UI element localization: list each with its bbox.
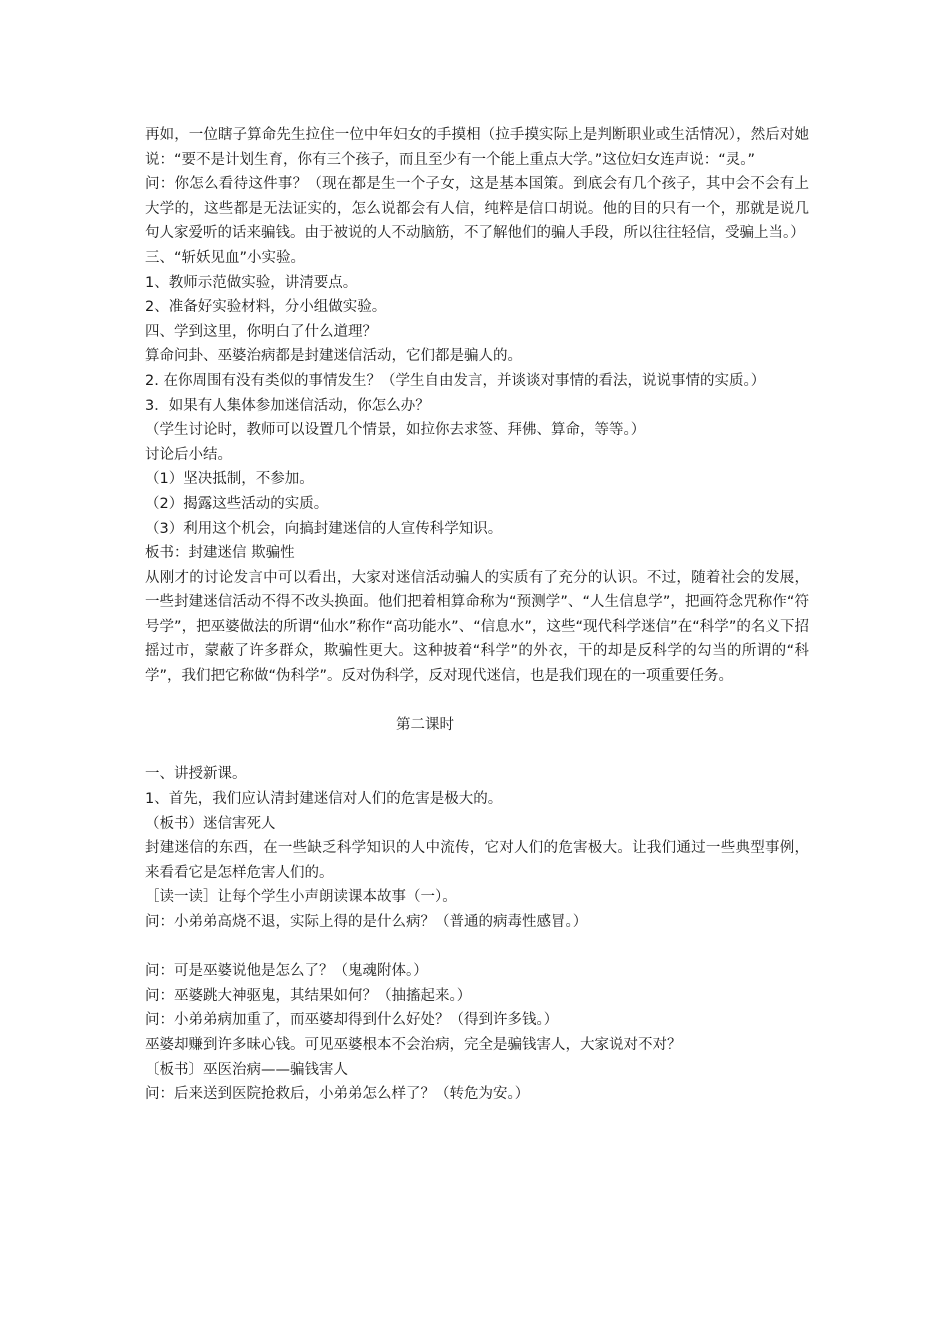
paragraph-step-2: 2、准备好实验材料，分小组做实验。 bbox=[145, 299, 387, 316]
paragraph-discussion-note: （学生讨论时，教师可以设置几个情景，如拉你去求签、拜佛、算命，等等。） bbox=[145, 422, 646, 439]
paragraph-question-illness: 问：小弟弟高烧不退，实际上得的是什么病？（普通的病毒性感冒。） bbox=[145, 914, 588, 930]
paragraph-witch-conclusion: 巫婆却赚到许多昧心钱。可见巫婆根本不会治病，完全是骗钱害人，大家说对不对？ bbox=[145, 1036, 682, 1053]
paragraph-question-hospital: 问：后来送到医院抢救后，小弟弟怎么样了？（转危为安。） bbox=[145, 1086, 530, 1103]
document-page bbox=[145, 123, 809, 1107]
paragraph-question-view: 问：你怎么看待这件事？（现在都是生一个子女，这是基本国策。到底会有几个孩子，其中会不会有上大学的，这些都是无法证实的，怎么说都会有人信，纯粹是信口胡说。他的目的只有一个，那就是说几句人家爱听的话来骗钱。由于被说的人不动脑筋，不了解他们的骗人手段，所以往往轻信，受骗上当。） bbox=[145, 176, 809, 242]
paragraph-summary-intro: 讨论后小结。 bbox=[145, 446, 232, 463]
blank-line bbox=[145, 935, 809, 960]
paragraph-summary-3: （3）利用这个机会，向搞封建迷信的人宣传科学知识。 bbox=[145, 520, 503, 537]
paragraph-read-aloud: ［读一读］让每个学生小声朗读课本故事（一）。 bbox=[145, 889, 457, 906]
paragraph-board-note: 板书：封建迷信 欺骗性 bbox=[145, 545, 295, 562]
paragraph-board-fraud: 〔板书〕巫医治病——骗钱害人 bbox=[145, 1061, 348, 1078]
paragraph-question-2: 2. 在你周围有没有类似的事情发生？（学生自由发言，并谈谈对事情的看法，说说事情的实质。） bbox=[145, 372, 766, 389]
paragraph-question-3: 3．如果有人集体参加迷信活动，你怎么办？ bbox=[145, 397, 430, 414]
blank-line bbox=[145, 738, 809, 763]
paragraph-conclusion: 算命问卦、巫婆治病都是封建迷信活动，它们都是骗人的。 bbox=[145, 348, 522, 365]
paragraph-question-benefit: 问：小弟弟病加重了，而巫婆却得到什么好处？（得到许多钱。） bbox=[145, 1012, 559, 1029]
paragraph-new-lesson: 一、讲授新课。 bbox=[145, 766, 247, 783]
section-heading-second-lesson: 第二课时 bbox=[396, 717, 454, 734]
paragraph-step-1: 1、教师示范做实验，讲清要点。 bbox=[145, 274, 358, 291]
paragraph-harm-explanation: 封建迷信的东西，在一些缺乏科学知识的人中流传，它对人们的危害极大。让我们通过一些典型事例，来看看它是怎样危害人们的。 bbox=[145, 840, 809, 881]
paragraph-board-deadly: （板书）迷信害死人 bbox=[145, 815, 276, 832]
paragraph-pseudoscience: 从刚才的讨论发言中可以看出，大家对迷信活动骗人的实质有了充分的认识。不过，随着社会的发展，一些封建迷信活动不得不改头换面。他们把着相算命称为“预测学”、“人生信息学”，把画符念咒称作“符号学”，把巫婆做法的所谓“仙水”称作“高功能水”、“信息水”，这些“现代科学迷信”在“科学”的名义下招摇过市，蒙蔽了许多群众，欺骗性更大。这种披着“科学”的外衣，干的却是反科学的勾当的所谓的“科学”，我们把它称做“伪科学”。反对伪科学，反对现代迷信，也是我们现在的一项重要任务。 bbox=[145, 569, 809, 685]
paragraph-harm-point: 1、首先，我们应认清封建迷信对人们的危害是极大的。 bbox=[145, 791, 503, 808]
paragraph-summary-2: （2）揭露这些活动的实质。 bbox=[145, 495, 329, 512]
paragraph-section-4-title: 四、学到这里，你明白了什么道理？ bbox=[145, 323, 377, 340]
paragraph-question-result: 问：巫婆跳大神驱鬼，其结果如何？（抽搐起来。） bbox=[145, 987, 472, 1004]
paragraph-experiment-title: 三、“斩妖见血”小实验。 bbox=[145, 249, 306, 266]
paragraph-fortune-teller-story: 再如，一位瞎子算命先生拉住一位中年妇女的手摸相（拉手摸实际上是判断职业或生活情况），然后对她说：“要不是计划生育，你有三个孩子，而且至少有一个能上重点大学。”这位妇女连声说：“灵。” bbox=[145, 127, 809, 168]
blank-line bbox=[145, 689, 809, 714]
paragraph-summary-1: （1）坚决抵制，不参加。 bbox=[145, 471, 314, 488]
paragraph-question-witch: 问：可是巫婆说他是怎么了？（鬼魂附体。） bbox=[145, 963, 428, 980]
